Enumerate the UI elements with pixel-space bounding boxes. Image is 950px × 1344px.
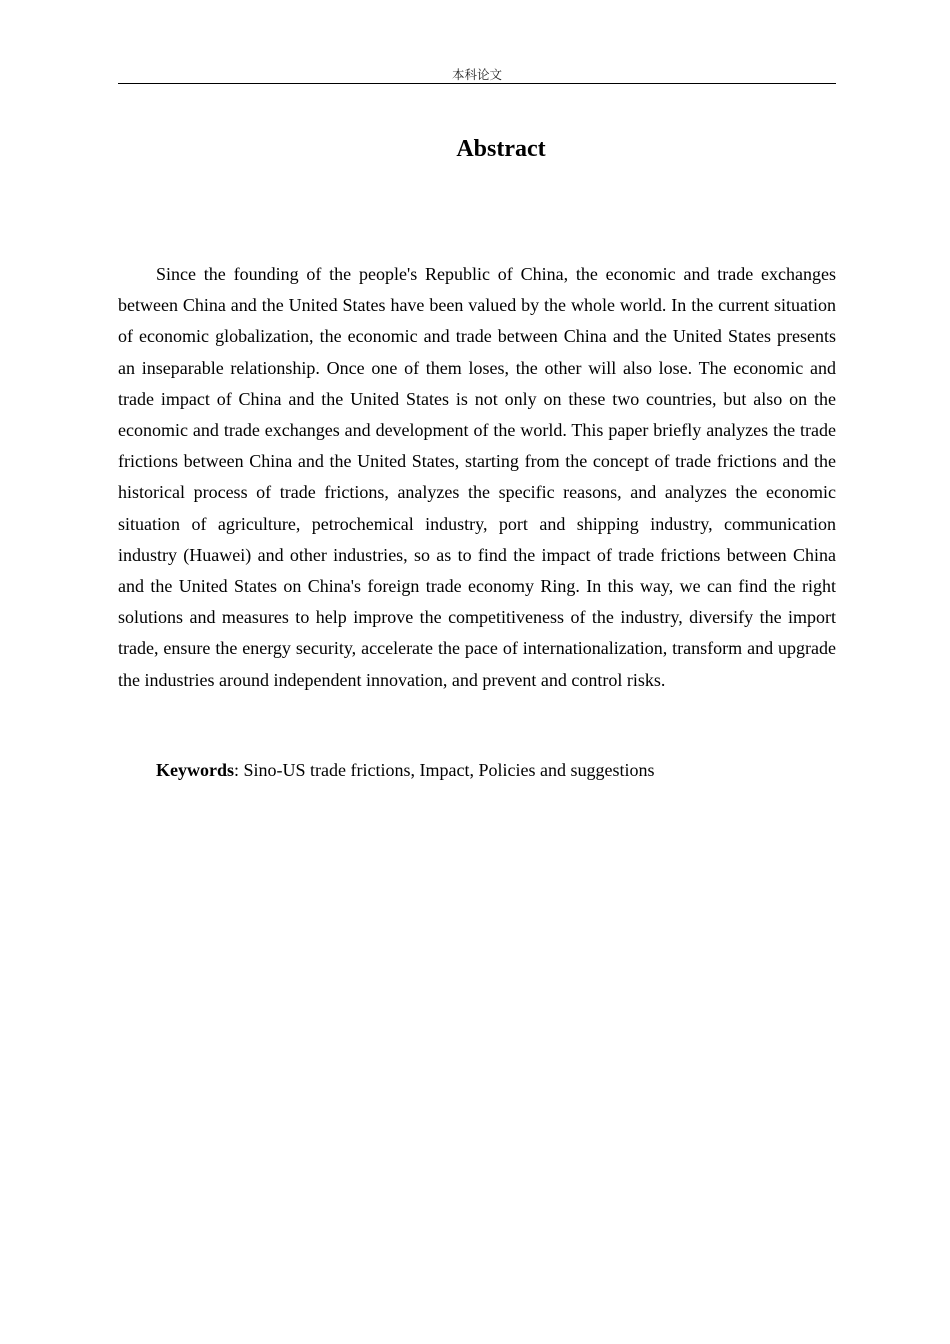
abstract-body: Since the founding of the people's Republic of China, the economic and trade exchanges between China and the United States have been valued by the whole world. In the current situation of economic globalization, the economic and trade between China and the United States presents an inseparable relationship. Once one of them loses, the other will also lose. The economic and trade impact of China and the United States is not only on these two countries, but also on the economic and trade exchanges and development of the world. This paper briefly analyzes the trade frictions between China and the United States, starting from the concept of trade frictions and the historical process of trade frictions, analyzes the specific reasons, and analyzes the economic situation of agriculture, petrochemical industry, port and shipping industry, communication industry (Huawei) and other industries, so as to find the impact of trade frictions between China and the United States on China's foreign trade economy Ring. In this way, we can find the right solutions and measures to help improve the competitiveness of the industry, diversify the import trade, ensure the energy security, accelerate the pace of internationalization, transform and upgrade the industries around independent innovation, and prevent and control risks. xyxy=(118,264,836,690)
abstract-title: Abstract xyxy=(456,136,546,162)
running-header: 本科论文 xyxy=(118,66,836,84)
keywords-separator: : xyxy=(234,760,244,780)
keywords-label: Keywords xyxy=(156,760,234,780)
keywords-line xyxy=(118,755,836,786)
keywords-value: Sino-US trade frictions, Impact, Policies and suggestions xyxy=(243,760,655,780)
